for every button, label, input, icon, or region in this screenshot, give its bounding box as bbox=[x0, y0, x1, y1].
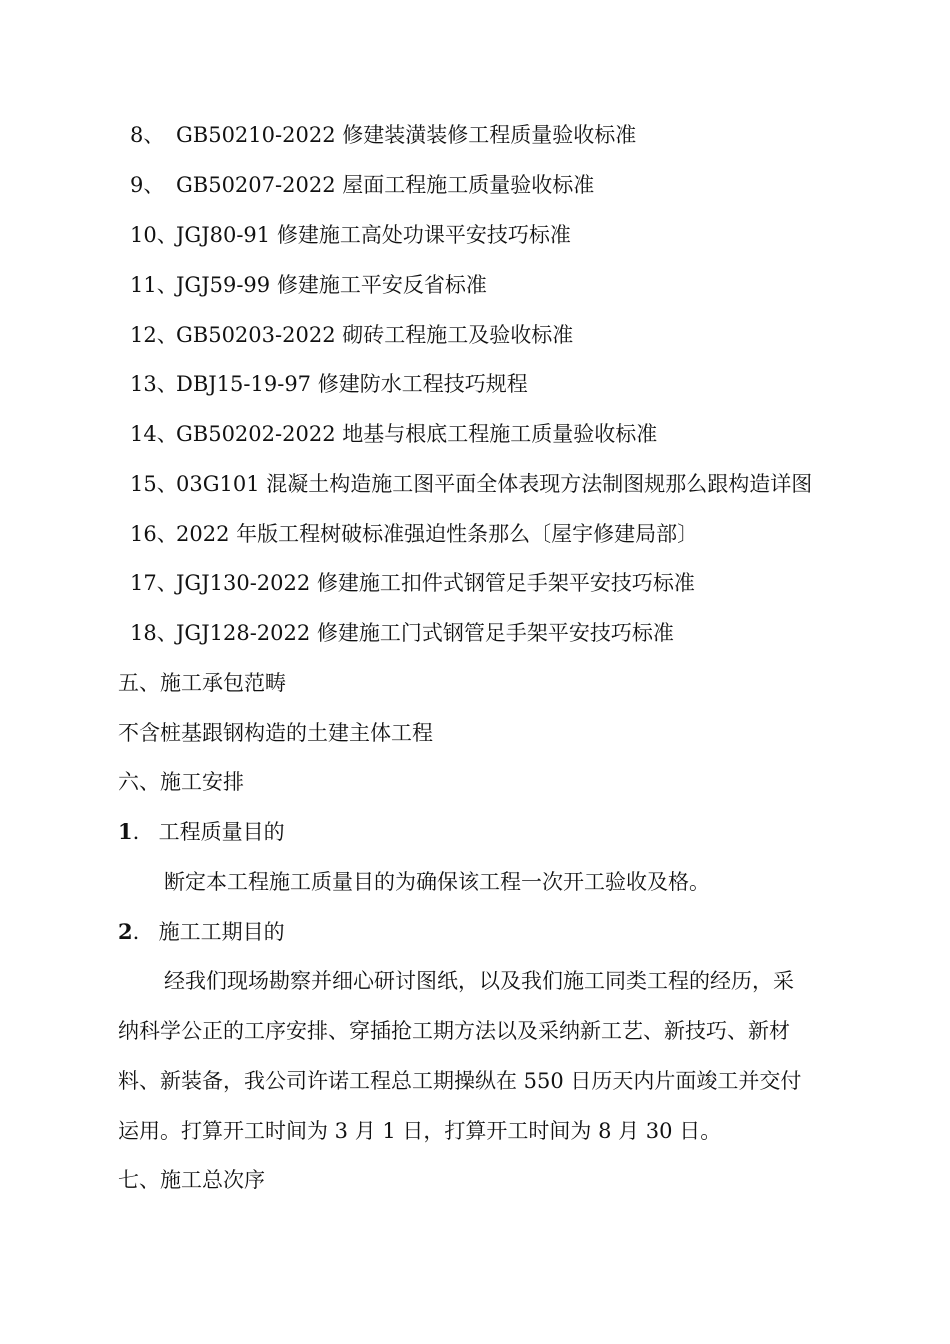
standard-item-12 bbox=[130, 320, 950, 350]
list-text: GB50210-2022 修建装潢装修工程质量验收标准 bbox=[176, 123, 637, 147]
quality-goal-body: 断定本工程施工质量目的为确保该工程一次开工验收及格。 bbox=[164, 870, 710, 894]
list-number: 12、 bbox=[130, 323, 178, 347]
list-number: 11、 bbox=[130, 273, 178, 297]
list-text: JGJ80-91 修建施工高处功课平安技巧标准 bbox=[176, 223, 571, 247]
subheading-number: 1 bbox=[118, 819, 133, 844]
list-text: JGJ130-2022 修建施工扣件式钢管足手架平安技巧标准 bbox=[176, 571, 695, 595]
list-text: GB50207-2022 屋面工程施工质量验收标准 bbox=[176, 173, 595, 197]
standard-item-17 bbox=[130, 568, 950, 598]
schedule-paragraph-line: 纳科学公正的工序安排、穿插抢工期方法以及采纳新工艺、新技巧、新材 bbox=[118, 1019, 790, 1043]
list-number: 10、 bbox=[130, 223, 178, 247]
list-text: 2022 年版工程树破标准强迫性条那么〔屋宇修建局部〕 bbox=[176, 522, 699, 546]
standard-item-10 bbox=[130, 220, 950, 250]
list-number: 18、 bbox=[130, 621, 178, 645]
section-heading-7: 七、施工总次序 bbox=[118, 1168, 265, 1192]
list-text: JGJ128-2022 修建施工门式钢管足手架平安技巧标准 bbox=[176, 621, 674, 645]
section-heading-6: 六、施工安排 bbox=[118, 770, 244, 794]
standard-item-18 bbox=[130, 618, 950, 648]
subheading-quality-goal bbox=[118, 817, 950, 847]
section-heading-5: 五、施工承包范畴 bbox=[118, 671, 286, 695]
subheading-dot: . bbox=[132, 820, 140, 844]
list-text: JGJ59-99 修建施工平安反省标准 bbox=[176, 273, 487, 297]
list-number: 13、 bbox=[130, 372, 178, 396]
standard-item-16 bbox=[130, 519, 950, 549]
schedule-paragraph-line: 经我们现场勘察并细心研讨图纸，以及我们施工同类工程的经历，采 bbox=[164, 969, 794, 993]
list-number: 15、 bbox=[130, 472, 178, 496]
list-text: GB50202-2022 地基与根底工程施工质量验收标准 bbox=[176, 422, 658, 446]
list-text: 03G101 混凝土构造施工图平面全体表现方法制图规那么跟构造详图 bbox=[176, 472, 813, 496]
standard-item-14 bbox=[130, 419, 950, 449]
subheading-title: 工程质量目的 bbox=[158, 820, 285, 844]
list-number: 17、 bbox=[130, 571, 178, 595]
subheading-dot: . bbox=[132, 920, 140, 944]
subheading-number: 2 bbox=[118, 919, 133, 944]
subheading-title: 施工工期目的 bbox=[158, 920, 285, 944]
standard-item-13 bbox=[130, 369, 950, 399]
schedule-paragraph-line: 料、新装备，我公司许诺工程总工期操纵在 550 日历天内片面竣工并交付 bbox=[118, 1069, 802, 1093]
standard-item-9 bbox=[130, 170, 950, 200]
subheading-schedule-goal bbox=[118, 917, 950, 947]
schedule-paragraph-line: 运用。打算开工时间为 3 月 1 日，打算开工时间为 8 月 30 日。 bbox=[118, 1119, 722, 1143]
section-5-body: 不含桩基跟钢构造的土建主体工程 bbox=[118, 721, 433, 745]
list-number: 16、 bbox=[130, 522, 178, 546]
standard-item-15 bbox=[130, 469, 950, 499]
list-text: DBJ15-19-97 修建防水工程技巧规程 bbox=[176, 372, 528, 396]
standard-item-11 bbox=[130, 270, 950, 300]
standard-item-8 bbox=[130, 120, 950, 150]
list-number: 14、 bbox=[130, 422, 178, 446]
list-number: 9、 bbox=[130, 173, 165, 197]
list-number: 8、 bbox=[130, 123, 165, 147]
list-text: GB50203-2022 砌砖工程施工及验收标准 bbox=[176, 323, 574, 347]
